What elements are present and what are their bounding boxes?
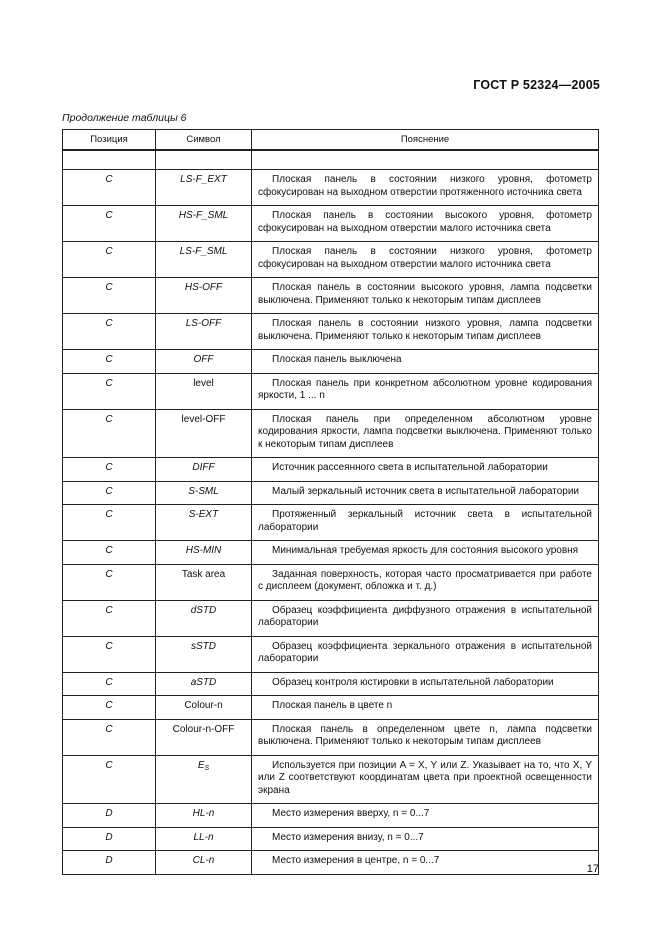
symbols-table <box>62 129 599 875</box>
position-cell: C <box>63 564 156 600</box>
symbol-text: HS-OFF <box>184 282 223 293</box>
symbol-subscript: S <box>204 764 210 772</box>
symbol-cell <box>156 458 252 482</box>
explanation-cell: Плоская панель в состоянии высокого уровня, фотометр сфокусирован на выходном отверстии малого источника света <box>252 206 599 242</box>
symbol-cell <box>156 696 252 720</box>
explanation-cell: Плоская панель в состоянии низкого уровня, лампа подсветки выключена. Применяют только к некоторым типам дисплеев <box>252 314 599 350</box>
explanation-cell: Плоская панель выключена <box>252 350 599 374</box>
position-cell: C <box>63 373 156 409</box>
symbol-text: level <box>193 377 214 389</box>
table-row <box>63 541 599 565</box>
position-cell: C <box>63 278 156 314</box>
table-row <box>63 600 599 636</box>
explanation-cell: Место измерения внизу, n = 0...7 <box>252 827 599 851</box>
explanation-cell: Образец контроля юстировки в испытательной лаборатории <box>252 672 599 696</box>
symbol-cell <box>156 170 252 206</box>
table-row <box>63 458 599 482</box>
table-row <box>63 696 599 720</box>
symbol-text: S-EXT <box>188 509 219 520</box>
table-row <box>63 314 599 350</box>
explanation-cell: Место измерения в центре, n = 0...7 <box>252 851 599 875</box>
symbol-cell <box>156 636 252 672</box>
symbol-text: OFF <box>193 354 214 365</box>
position-cell: C <box>63 350 156 374</box>
symbol-text: DIFF <box>192 462 215 473</box>
explanation-cell: Плоская панель в цвете n <box>252 696 599 720</box>
position-cell: C <box>63 242 156 278</box>
explanation-cell: Минимальная требуемая яркость для состояния высокого уровня <box>252 541 599 565</box>
position-cell: C <box>63 541 156 565</box>
explanation-cell: Плоская панель при определенном абсолютном уровне кодирования яркости, лампа подсветки выключена. Применяют только к некоторым типам дисплеев <box>252 409 599 458</box>
symbol-text: sSTD <box>191 640 216 652</box>
symbol-text: Task area <box>181 568 226 580</box>
explanation-cell: Плоская панель в состоянии низкого уровня, фотометр сфокусирован на выходном отверстии протяженного источника света <box>252 170 599 206</box>
position-cell: C <box>63 170 156 206</box>
symbol-text: aSTD <box>190 676 217 688</box>
table-row <box>63 505 599 541</box>
table-row <box>63 827 599 851</box>
table-row <box>63 373 599 409</box>
table-row <box>63 672 599 696</box>
symbol-text: Colour-n <box>184 700 223 711</box>
page-number: 17 <box>586 863 599 875</box>
symbol-text: CL-n <box>192 855 215 866</box>
symbol-cell <box>156 350 252 374</box>
symbol-cell <box>156 505 252 541</box>
symbol-text: HL-n <box>192 808 215 819</box>
position-cell: C <box>63 755 156 804</box>
table-row <box>63 719 599 755</box>
table-row <box>63 804 599 828</box>
symbol-cell <box>156 314 252 350</box>
symbol-cell <box>156 600 252 636</box>
symbol-cell <box>156 804 252 828</box>
explanation-cell: Плоская панель в состоянии высокого уровня, лампа подсветки выключена. Применяют только к некоторым типам дисплеев <box>252 278 599 314</box>
position-cell: C <box>63 636 156 672</box>
symbol-text: level-OFF <box>181 413 226 425</box>
symbol-cell <box>156 672 252 696</box>
symbol-cell <box>156 409 252 458</box>
explanation-cell: Плоская панель в определенном цвете n, лампа подсветки выключена. Применяют только к некоторым типам дисплеев <box>252 719 599 755</box>
symbol-cell <box>156 564 252 600</box>
symbol-cell <box>156 827 252 851</box>
symbol-text: E <box>197 759 205 771</box>
symbol-cell <box>156 206 252 242</box>
position-cell: C <box>63 600 156 636</box>
position-cell: C <box>63 458 156 482</box>
symbol-cell <box>156 541 252 565</box>
position-cell: C <box>63 314 156 350</box>
explanation-cell: Используется при позиции A = X, Y или Z. Указывает на то, что X, Y или Z соответствуют координатам цвета при проектной освещенности экрана <box>252 755 599 804</box>
position-cell: D <box>63 804 156 828</box>
symbol-text: dSTD <box>190 604 217 616</box>
symbol-text: LS-F_SML <box>179 246 228 257</box>
table-row <box>63 755 599 804</box>
symbol-cell <box>156 278 252 314</box>
symbol-cell <box>156 481 252 505</box>
explanation-cell: Малый зеркальный источник света в испытательной лаборатории <box>252 481 599 505</box>
explanation-cell: Образец коэффициента диффузного отражения в испытательной лаборатории <box>252 600 599 636</box>
table-row <box>63 564 599 600</box>
position-cell: C <box>63 719 156 755</box>
table-row <box>63 409 599 458</box>
table-row <box>63 636 599 672</box>
standard-id: ГОСТ Р 52324—2005 <box>473 78 600 92</box>
position-cell: C <box>63 481 156 505</box>
column-header-position: Позиция <box>63 130 156 151</box>
table-row <box>63 851 599 875</box>
explanation-cell: Плоская панель при конкретном абсолютном уровне кодирования яркости, 1 ... n <box>252 373 599 409</box>
explanation-cell: Плоская панель в состоянии низкого уровня, фотометр сфокусирован на выходном отверстии малого источника света <box>252 242 599 278</box>
explanation-cell: Образец коэффициента зеркального отражения в испытательной лаборатории <box>252 636 599 672</box>
symbol-text: LS-OFF <box>185 318 222 329</box>
symbol-cell <box>156 242 252 278</box>
table-row <box>63 278 599 314</box>
table-row <box>63 170 599 206</box>
position-cell: D <box>63 827 156 851</box>
symbol-cell <box>156 851 252 875</box>
explanation-cell: Место измерения вверху, n = 0...7 <box>252 804 599 828</box>
column-header-symbol: Символ <box>156 130 252 151</box>
symbol-cell <box>156 373 252 409</box>
symbol-text: LL-n <box>193 831 214 843</box>
table-row <box>63 206 599 242</box>
symbol-text: Colour-n-OFF <box>172 723 235 735</box>
table-row <box>63 242 599 278</box>
table-row <box>63 350 599 374</box>
position-cell: C <box>63 696 156 720</box>
symbol-text: HS-F_SML <box>178 210 229 221</box>
explanation-cell: Протяженный зеркальный источник света в испытательной лаборатории <box>252 505 599 541</box>
position-cell: D <box>63 851 156 875</box>
explanation-cell: Источник рассеянного света в испытательной лаборатории <box>252 458 599 482</box>
table-body <box>63 150 599 874</box>
position-cell: C <box>63 672 156 696</box>
column-header-explanation: Пояснение <box>252 130 599 151</box>
table-header-row <box>63 130 599 151</box>
symbol-cell <box>156 755 252 804</box>
symbol-text: S-SML <box>188 485 219 497</box>
symbol-text: LS-F_EXT <box>180 174 227 185</box>
position-cell: C <box>63 505 156 541</box>
table-spacer-row <box>63 150 599 170</box>
position-cell: C <box>63 206 156 242</box>
table-caption: Продолжение таблицы 6 <box>62 112 187 124</box>
symbol-text: HS-MIN <box>185 545 222 556</box>
explanation-cell: Заданная поверхность, которая часто просматривается при работе с дисплеем (документ, обложка и т. д.) <box>252 564 599 600</box>
position-cell: C <box>63 409 156 458</box>
symbol-cell <box>156 719 252 755</box>
table-row <box>63 481 599 505</box>
